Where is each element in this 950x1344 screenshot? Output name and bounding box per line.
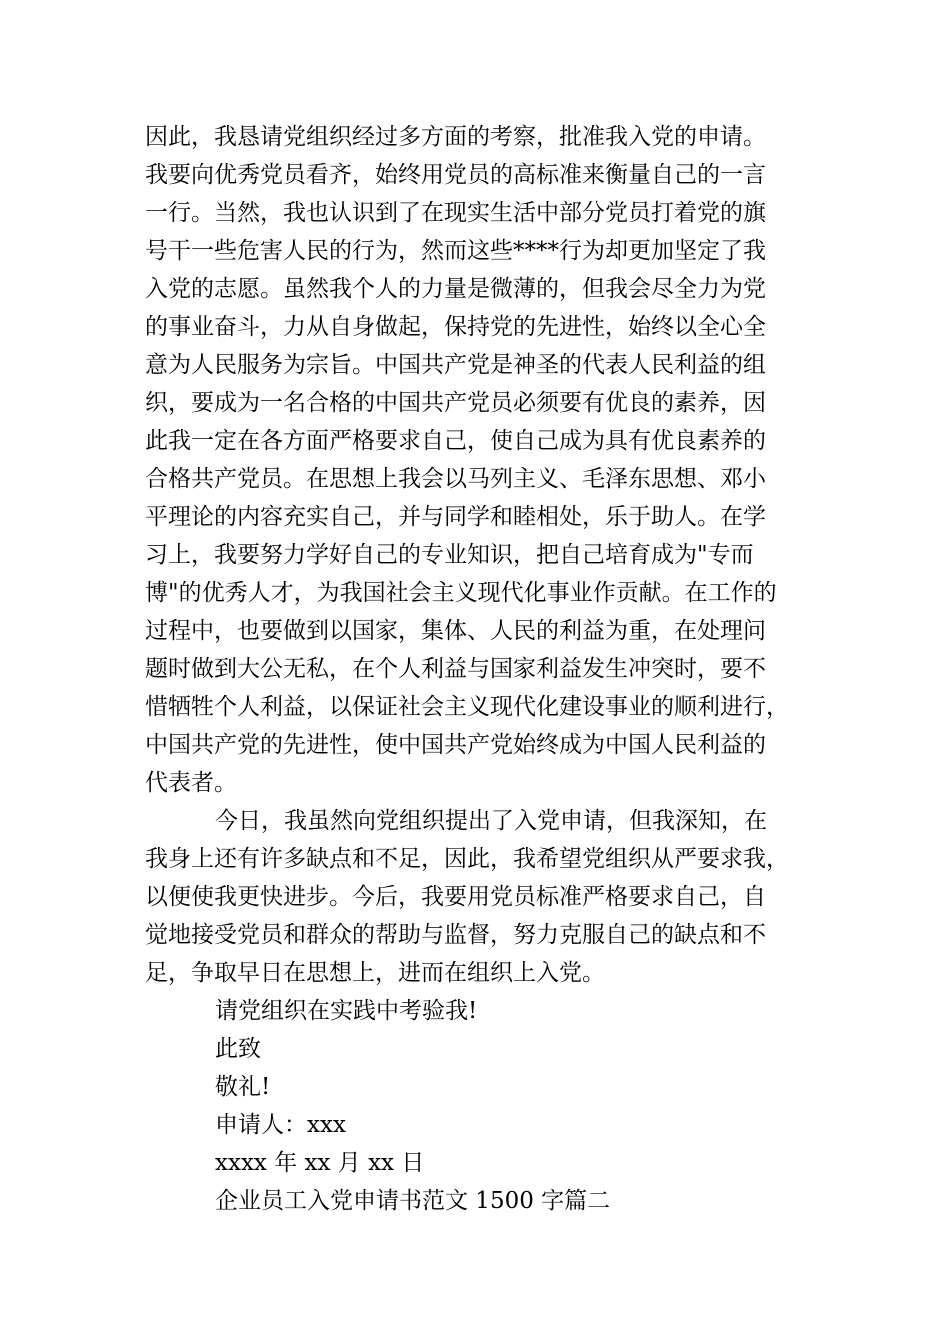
closing-respect: 敬礼! bbox=[215, 1074, 271, 1100]
text-line-5: 入党的志愿。虽然我个人的力量是微薄的，但我会尽全力为党 bbox=[145, 276, 766, 302]
closing-salutation: 此致 bbox=[215, 1036, 261, 1062]
text-line-1: 因此，我恳请党组织经过多方面的考察，批准我入党的申请。 bbox=[145, 124, 766, 150]
text-line-20: 我身上还有许多缺点和不足，因此，我希望党组织从严要求我， bbox=[145, 846, 789, 872]
text-line-15: 题时做到大公无私，在个人利益与国家利益发生冲突时，要不 bbox=[145, 656, 766, 682]
text-line-23: 足，争取早日在思想上，进而在组织上入党。 bbox=[145, 960, 605, 986]
text-line-22: 觉地接受党员和群众的帮助与监督，努力克服自己的缺点和不 bbox=[145, 922, 766, 948]
text-line-14: 过程中，也要做到以国家，集体、人民的利益为重，在处理问 bbox=[145, 618, 766, 644]
text-line-21: 以便使我更快进步。今后，我要用党员标准严格要求自己，自 bbox=[145, 884, 766, 910]
application-date: xxxx 年 xx 月 xx 日 bbox=[215, 1150, 425, 1176]
text-line-2: 我要向优秀党员看齐，始终用党员的高标准来衡量自己的一言 bbox=[145, 162, 766, 188]
text-line-18: 代表者。 bbox=[145, 770, 237, 796]
text-line-9: 此我一定在各方面严格要求自己，使自己成为具有优良素养的 bbox=[145, 428, 766, 454]
text-line-24: 请党组织在实践中考验我! bbox=[215, 998, 478, 1024]
text-line-17: 中国共产党的先进性，使中国共产党始终成为中国人民利益的 bbox=[145, 732, 766, 758]
text-line-8: 织，要成为一名合格的中国共产党员必须要有优良的素养，因 bbox=[145, 390, 766, 416]
text-line-6: 的事业奋斗，力从自身做起，保持党的先进性，始终以全心全 bbox=[145, 314, 766, 340]
text-line-10: 合格共产党员。在思想上我会以马列主义、毛泽东思想、邓小 bbox=[145, 466, 766, 492]
next-section-title: 企业员工入党申请书范文 1500 字篇二 bbox=[215, 1188, 611, 1214]
text-line-4: 号干一些危害人民的行为，然而这些****行为却更加坚定了我 bbox=[145, 238, 766, 264]
text-line-13: 博"的优秀人才，为我国社会主义现代化事业作贡献。在工作的 bbox=[145, 580, 777, 606]
text-line-3: 一行。当然，我也认识到了在现实生活中部分党员打着党的旗 bbox=[145, 200, 766, 226]
text-line-16: 惜牺牲个人利益，以保证社会主义现代化建设事业的顺利进行， bbox=[145, 694, 789, 720]
applicant-signature: 申请人：xxx bbox=[215, 1112, 346, 1138]
text-line-19: 今日，我虽然向党组织提出了入党申请，但我深知，在 bbox=[215, 808, 767, 834]
text-line-12: 习上，我要努力学好自己的专业知识，把自己培育成为"专而 bbox=[145, 542, 754, 568]
text-line-11: 平理论的内容充实自己，并与同学和睦相处，乐于助人。在学 bbox=[145, 504, 766, 530]
document-body bbox=[145, 118, 825, 1220]
text-line-7: 意为人民服务为宗旨。中国共产党是神圣的代表人民利益的组 bbox=[145, 352, 766, 378]
